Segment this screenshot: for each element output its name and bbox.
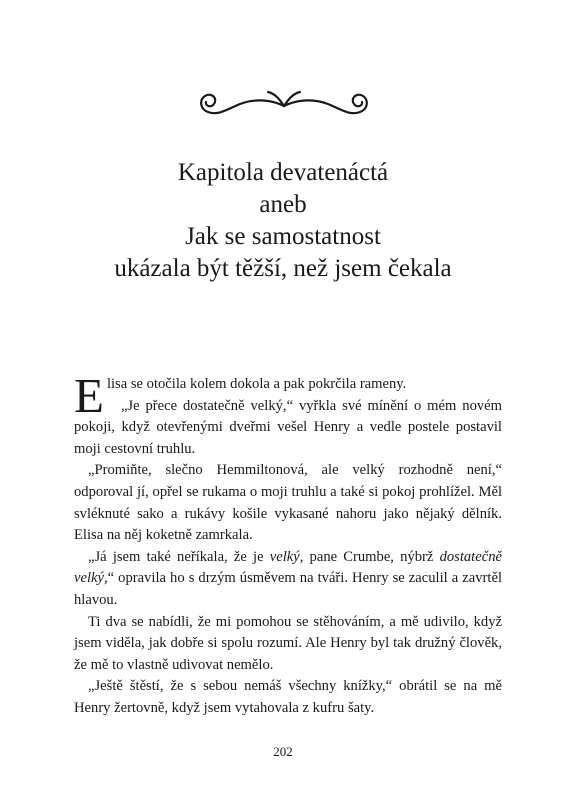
paragraph [74, 368, 502, 423]
paragraph: „Ještě štěstí, že s sebou nemáš všechny knížky,“ obrátil se na mě Henry žertovně, když jsem vytahovala z kufru šaty. [74, 678, 502, 716]
chapter-title-line: Jak se samostatnost [185, 223, 381, 250]
chapter-title-line: Kapitola devatenáctá [177, 159, 389, 186]
paragraph: Ti dva se nabídli, že mi pomohou se stěhováním, a mě udivilo, když jsem viděla, jak dobře si spolu rozumí. Ale Henry byl tak družný člověk, že mě to vlastně udivovat nemělo. [74, 613, 502, 673]
emphasis-text: dostatečně velký, [74, 548, 502, 587]
scroll-flourish-icon [196, 88, 372, 122]
paragraph [74, 547, 502, 612]
page-number: 202 [273, 744, 293, 759]
chapter-title-line: aneb [259, 191, 307, 218]
chapter-body [74, 368, 502, 720]
paragraph-text: lisa se otočila kolem dokola a pak pokrčila rameny. [106, 376, 407, 392]
chapter-title-line: ukázala být těžší, než jsem čekala [114, 255, 452, 282]
paragraph: „Promiňte, slečno Hemmiltonová, ale velký rozhodně není,“ odporoval jí, opřel se rukama o moji truhlu a také si pokoj prohlížel. Měl svléknuté sako a rukávy košile vykasané nahoru jako nějaký dělník. Elisa na něj koketně zamrkala. [74, 462, 502, 544]
paragraph-text: pane Crumbe, nýbrž [303, 548, 440, 565]
emphasis-text: velký, [269, 548, 304, 565]
paragraph-text: “ opravila ho s drzým úsměvem na tváři. Henry se zaculil a zavrtěl hlavou. [74, 570, 502, 608]
drop-cap: E [74, 368, 104, 423]
paragraph-text: „Já jsem také neříkala, že je [88, 548, 270, 565]
paragraph: „Je přece dostatečně velký,“ vyřkla své mínění o mém novém pokoji, když otevřenými dveřmi vešel Henry a vedle postele postavil moji cestovní truhlu. [74, 397, 502, 457]
chapter-title [0, 157, 566, 285]
